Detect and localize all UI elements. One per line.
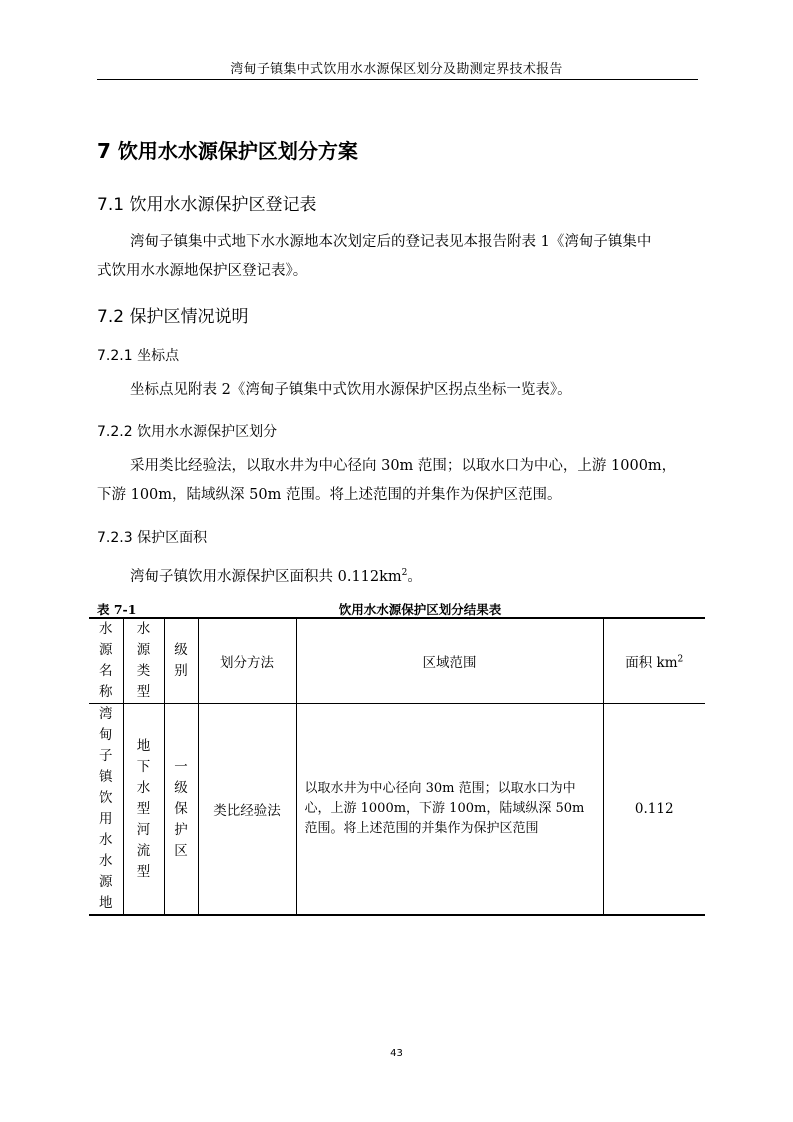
table-row [89, 704, 705, 916]
area-superscript: 2 [401, 568, 408, 579]
header-level: 级别 [164, 618, 198, 704]
table-caption: 饮用水水源保护区划分结果表 [338, 602, 502, 617]
results-table [89, 617, 705, 916]
cell-method: 类比经验法 [198, 704, 296, 916]
section-7-1-line2: 式饮用水水源地保护区登记表》。 [97, 263, 308, 279]
table-label: 表 7-1 [97, 602, 137, 617]
area-text: 湾甸子镇饮用水源保护区面积共 0.112km [130, 569, 402, 585]
chapter-title: 7 饮用水水源保护区划分方案 [97, 139, 358, 163]
section-7-2-2-title: 7.2.2 饮用水水源保护区划分 [97, 424, 278, 440]
cell-level: 一级保护区 [164, 704, 198, 916]
section-7-2-2-body [97, 452, 697, 510]
header-area: 面积 $km^2$ [603, 618, 705, 704]
header-scope: 区域范围 [296, 618, 603, 704]
area-suffix: 。 [407, 569, 422, 585]
page-number: 43 [390, 1048, 403, 1059]
section-7-2-1-body [97, 376, 697, 405]
section-7-1-title: 7.1 饮用水水源保护区登记表 [97, 195, 317, 215]
cell-scope: 以取水井为中心径向 30m 范围；以取水口为中心，上游 1000m，下游 100m，陆域纵深 50m 范围。将上述范围的并集作为保护区范围 [296, 704, 603, 916]
section-7-2-2-line1: 采用类比经验法，以取水井为中心径向 30m 范围；以取水口为中心，上游 1000m， [130, 458, 677, 474]
section-7-2-2-line2: 下游 100m，陆域纵深 50m 范围。将上述范围的并集作为保护区范围。 [97, 487, 562, 503]
running-header: 湾甸子镇集中式饮用水水源保区划分及勘测定界技术报告 [230, 62, 563, 77]
section-7-1-body [97, 228, 697, 286]
header-source-name: 水源名称 [89, 618, 123, 704]
cell-area: 0.112 [603, 704, 705, 916]
section-7-1-line1: 湾甸子镇集中式地下水水源地本次划定后的登记表见本报告附表 1《湾甸子镇集中 [130, 234, 652, 250]
section-7-2-3-title: 7.2.3 保护区面积 [97, 530, 208, 546]
section-7-2-1-title: 7.2.1 坐标点 [97, 348, 180, 364]
table-header-row [89, 618, 705, 704]
header-rule [97, 79, 698, 80]
header-method: 划分方法 [198, 618, 296, 704]
header-source-type: 水源类型 [123, 618, 164, 704]
cell-source-name: 湾甸子镇饮用水水源地 [89, 704, 123, 916]
section-7-2-title: 7.2 保护区情况说明 [97, 307, 249, 327]
section-7-2-1-line1: 坐标点见附表 2《湾甸子镇集中式饮用水源保护区拐点坐标一览表》。 [130, 382, 572, 398]
section-7-2-3-body [97, 563, 697, 592]
cell-source-type: 地下水型河流型 [123, 704, 164, 916]
